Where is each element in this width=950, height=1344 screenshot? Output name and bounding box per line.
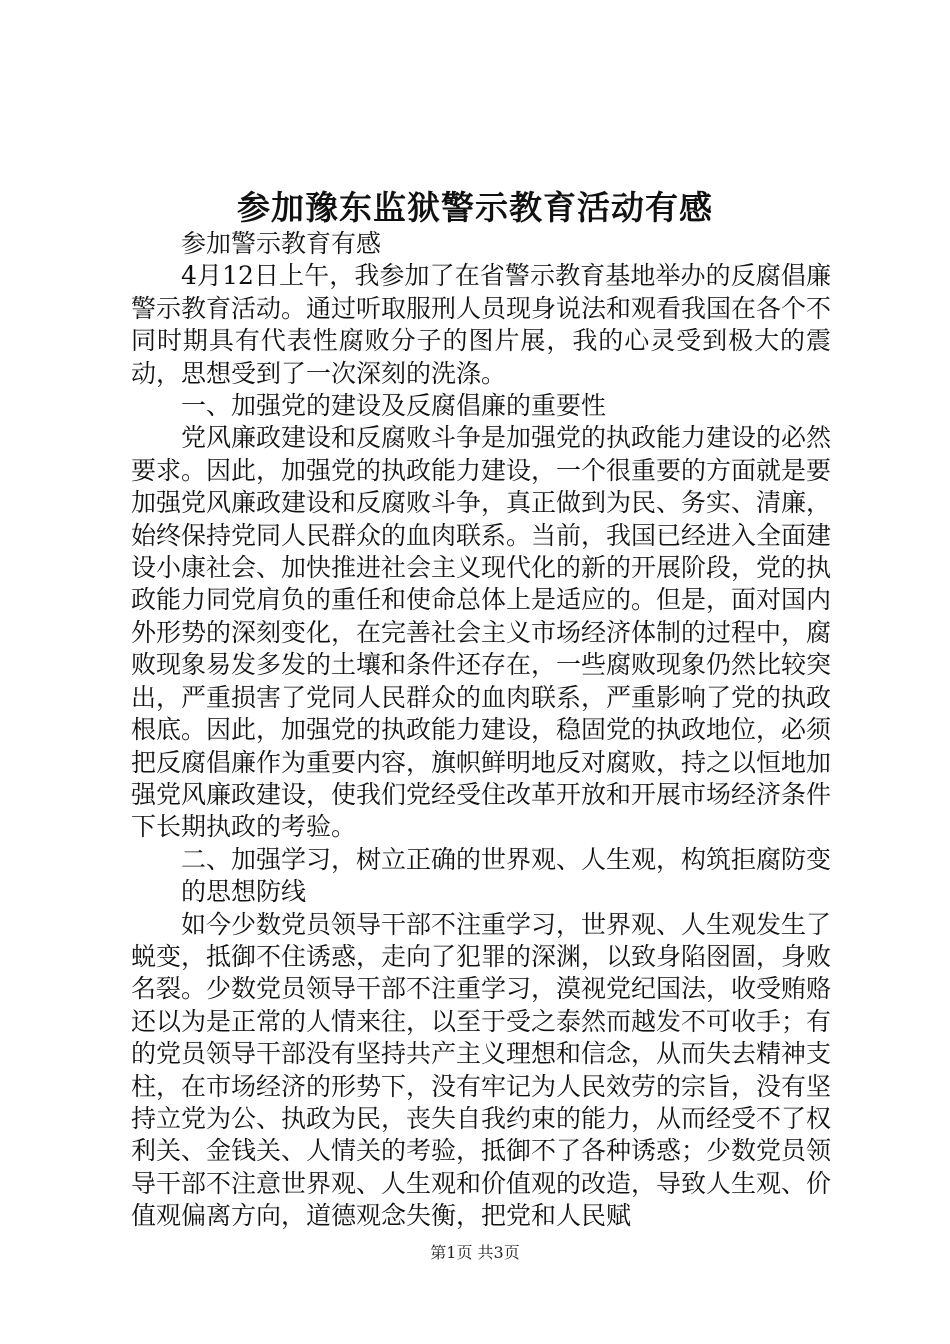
document-body [131, 228, 831, 1233]
page-footer: 第1页 共3页 [430, 1243, 520, 1262]
paragraph-section-2: 如今少数党员领导干部不注重学习，世界观、人生观发生了蜕变，抵御不住诱惑，走向了犯罪的深渊，以致身陷囹圄，身败名裂。少数党员领导干部不注重学习，漠视党纪国法，收受贿赂还以为是正常的人情来往，以至于受之泰然而越发不可收手；有的党员领导干部没有坚持共产主义理想和信念，从而失去精神支柱，在市场经济的形势下，没有牢记为人民效劳的宗旨，没有坚持立党为公、执政为民，丧失自我约束的能力，从而经受不了权利关、金钱关、人情关的考验，抵御不了各种诱惑；少数党员领导干部不注意世界观、人生观和价值观的改造，导致人生观、价值观偏离方向，道德观念失衡，把党和人民赋 [131, 909, 832, 1231]
document-subtitle: 参加警示教育有感 [181, 229, 382, 258]
section-heading-1: 一、加强党的建设及反腐倡廉的重要性 [181, 391, 607, 421]
paragraph-intro: 4月12日上午，我参加了在省警示教育基地举办的反腐倡廉警示教育活动。通过听取服刑人员现身说法和观看我国在各个不同时期具有代表性腐败分子的图片展，我的心灵受到极大的震动，思想受到了一次深刻的洗涤。 [131, 261, 832, 388]
paragraph-section-1: 党风廉政建设和反腐败斗争是加强党的执政能力建设的必然要求。因此，加强党的执政能力建设，一个很重要的方面就是要加强党风廉政建设和反腐败斗争，真正做到为民、务实、清廉，始终保持党同人民群众的血肉联系。当前，我国已经进入全面建设小康社会、加快推进社会主义现代化的新的开展阶段，党的执政能力同党肩负的重任和使命总体上是适应的。但是，面对国内外形势的深刻变化，在完善社会主义市场经济体制的过程中，腐败现象易发多发的土壤和条件还存在，一些腐败现象仍然比较突出，严重损害了党同人民群众的血肉联系，严重影响了党的执政根底。因此，加强党的执政能力建设，稳固党的执政地位，必须把反腐倡廉作为重要内容，旗帜鲜明地反对腐败，持之以恒地加强党风廉政建设，使我们党经受住改革开放和开展市场经济条件下长期执政的考验。 [131, 423, 832, 842]
document-title: 参加豫东监狱警示教育活动有感 [237, 188, 713, 227]
section-heading-2: 二、加强学习，树立正确的世界观、人生观，构筑拒腐防变的思想防线 [181, 844, 832, 907]
